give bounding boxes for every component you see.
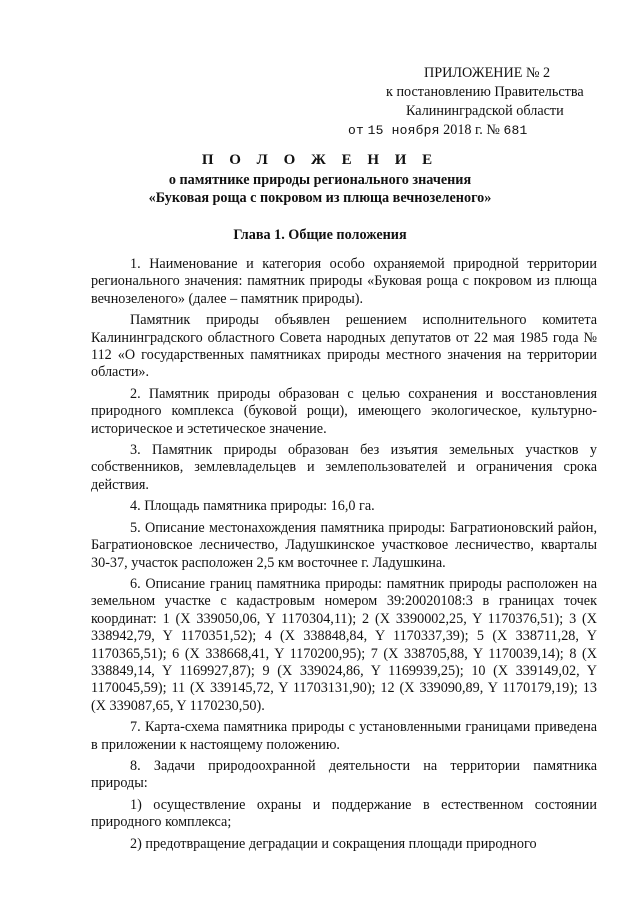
annex-header (348, 64, 618, 140)
paragraph: 7. Карта-схема памятника природы с установленными границами приведена в приложении к настоящему положению. (91, 719, 597, 753)
chapter-heading: Глава 1. Общие положения (233, 227, 407, 243)
annex-title: ПРИЛОЖЕНИЕ № 2 (424, 65, 551, 81)
document-body (91, 256, 597, 853)
document-subtitle-1: о памятнике природы регионального значения (168, 172, 472, 188)
paragraph: 6. Описание границ памятника природы: памятник природы расположен на земельном участке с кадастровым номером 39:20020108:3 в границах точек координат: 1 (X 339050,06, Y 1170304,11); 2 (X 3390002,25, Y 1170376,51); 3 (X 338942,79, Y 1170351,52); 4 (X 338848,84, Y 1170337,39); 5 (X 338711,28, Y 1170365,51); 6 (X 338668,41, Y 1170200,95); 7 (X 338705,88, Y 1170039,14); 8 (X 338849,14, Y 1169927,87); 9 (X 339024,86, Y 1169939,25); 10 (X 339149,02, Y 1170045,59); 11 (X 339145,72, Y 11703131,90); 12 (X 339090,89, Y 1170179,19); 13 (X 339087,65, Y 1170230,50). (91, 575, 597, 714)
date-year: 2018 г. № (443, 122, 500, 138)
date-prefix: от (348, 123, 365, 138)
annex-line-region: Калининградской области (406, 103, 564, 119)
resolution-number: 681 (503, 123, 528, 138)
paragraph: Памятник природы объявлен решением исполнительного комитета Калининградского областного Совета народных депутатов от 22 мая 1985 года № 112 «О государственных памятниках природы местного значения на территории области». (91, 312, 597, 381)
paragraph: 2. Памятник природы образован с целью сохранения и восстановления природного комплекса (буковой рощи), имеющего экологическое, культурно-историческое и эстетическое значение. (91, 385, 597, 437)
annex-line-resolution: к постановлению Правительства (386, 84, 584, 100)
annex-date-line (348, 121, 618, 140)
paragraph: 8. Задачи природоохранной деятельности на территории памятника природы: (91, 757, 597, 792)
paragraph: 5. Описание местонахождения памятника природы: Багратионовский район, Багратионовское лесничество, Ладушкинское участковое лесничество, кварталы 30-37, участок расположен 2,5 км восточнее г. Ладушкина. (91, 519, 597, 571)
paragraph: 4. Площадь памятника природы: 16,0 га. (130, 498, 375, 515)
paragraph: 3. Памятник природы образован без изъятия земельных участков у собственников, землевладельцев и землепользователей и ограничения срока действия. (91, 442, 597, 493)
document-subtitle-2: «Буковая роща с покровом из плюща вечнозеленого» (148, 190, 492, 206)
date-day-month: 15 ноября (367, 123, 440, 138)
document-title: П О Л О Ж Е Н И Е (201, 152, 439, 168)
paragraph: 1) осуществление охраны и поддержание в естественном состоянии природного комплекса; (91, 796, 597, 831)
paragraph: 2) предотвращение деградации и сокращения площади природного (130, 835, 537, 852)
paragraph: 1. Наименование и категория особо охраняемой природной территории регионального значения: памятник природы «Буковая роща с покровом из плюща вечнозеленого» (далее – памятник природы). (91, 256, 597, 307)
